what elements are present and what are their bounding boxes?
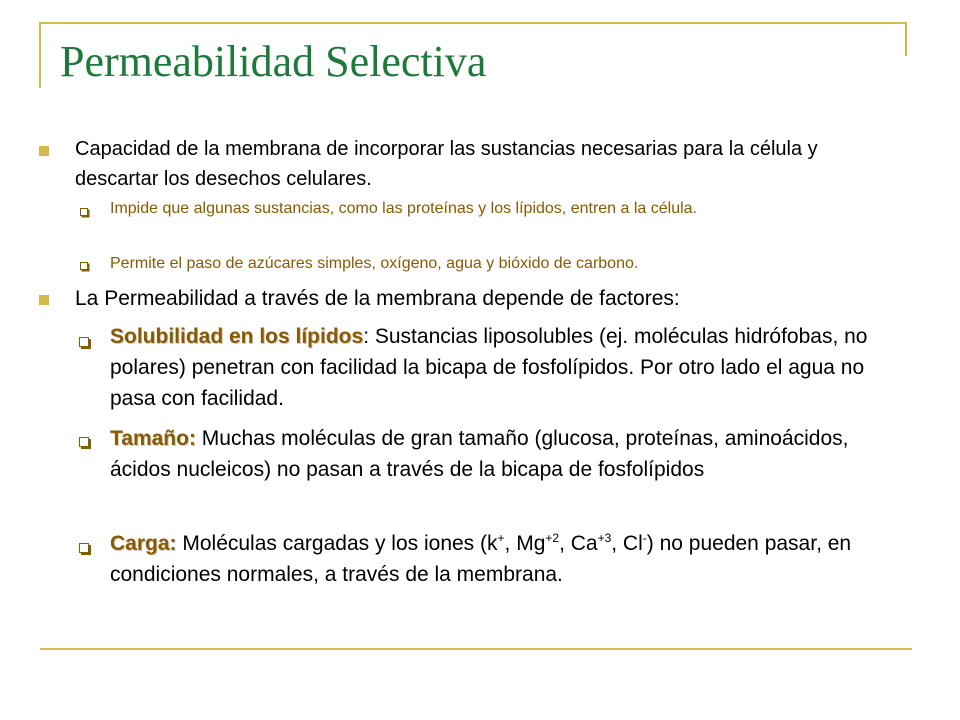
ion-charge: - — [642, 531, 647, 545]
shadow-box-bullet-icon — [80, 208, 88, 216]
square-bullet-icon — [39, 146, 49, 156]
frame-right-line — [905, 22, 907, 56]
factor-description: Muchas moléculas de gran tamaño (glucosa, proteínas, aminoácidos, ácidos nucleicos) no pasan a través de la bicapa de fosfolípidos — [110, 427, 849, 481]
shadow-box-bullet-icon — [79, 337, 89, 347]
factor-description-part: Moléculas cargadas y los iones (k — [176, 532, 498, 555]
shadow-box-bullet-icon — [80, 262, 88, 270]
shadow-box-bullet-icon — [79, 543, 89, 553]
frame-bottom-line — [40, 648, 912, 650]
factor-description-part: , Mg — [504, 532, 546, 555]
subitem-text: Impide que algunas sustancias, como las proteínas y los lípidos, entren a la célula. — [110, 200, 697, 217]
slide-title: Permeabilidad Selectiva — [60, 37, 487, 86]
shadow-box-bullet-icon — [79, 437, 89, 447]
factor-tamano — [110, 423, 902, 485]
factor-separator: : — [363, 325, 370, 348]
bullet-text: La Permeabilidad a través de la membrana depende de factores: — [75, 287, 680, 310]
frame-left-line — [39, 22, 41, 88]
square-bullet-icon — [39, 295, 49, 305]
subitem-text: Permite el paso de azúcares simples, oxígeno, agua y bióxido de carbono. — [110, 255, 639, 272]
factor-description-part: , Ca — [559, 532, 598, 555]
factor-description-part: , Cl — [611, 532, 643, 555]
factor-term: Tamaño: — [110, 427, 196, 450]
factor-solubilidad — [110, 321, 902, 414]
factor-description: Sustancias liposolubles (ej. moléculas hidrófobas, no polares) penetran con facilidad la bicapa de fosfolípidos. Por otro lado el agua no pasa con facilidad. — [110, 325, 868, 410]
factor-description-part: ) no pueden pasar, en condiciones normales, a través de la membrana. — [110, 532, 852, 586]
factor-term: Carga: — [110, 532, 177, 555]
factor-carga — [110, 528, 902, 590]
bullet-text: Capacidad de la membrana de incorporar las sustancias necesarias para la célula y descartar los desechos celulares. — [75, 138, 818, 190]
factor-term: Solubilidad en los lípidos — [110, 325, 364, 348]
ion-charge: +2 — [545, 531, 560, 545]
ion-charge: +3 — [597, 531, 612, 545]
ion-charge: + — [497, 531, 505, 545]
frame-top-line — [40, 22, 907, 24]
